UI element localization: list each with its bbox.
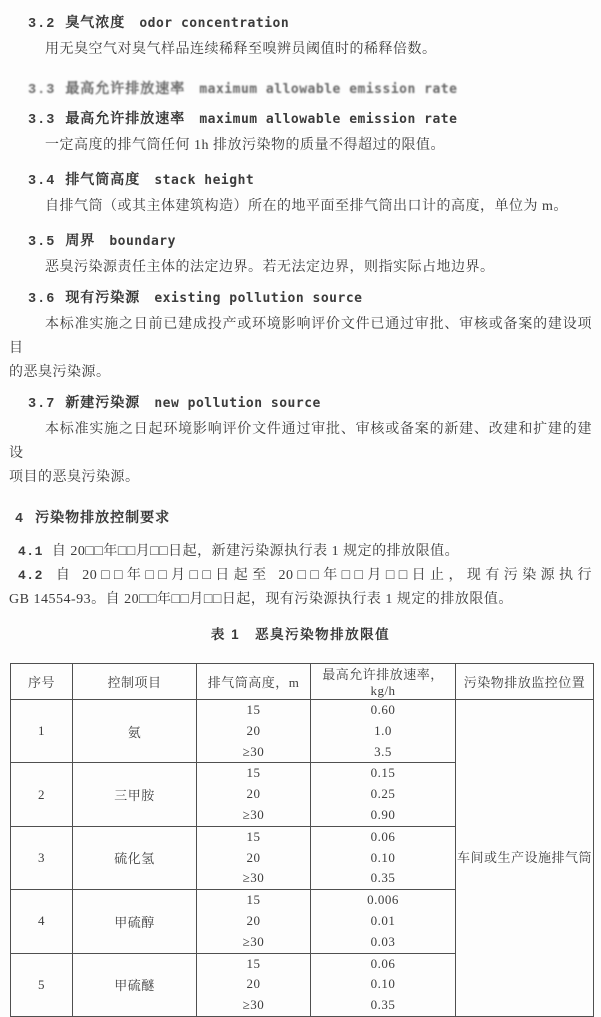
table-row-ammonia xyxy=(11,700,594,763)
height-values: 15 20 ≥30 xyxy=(197,763,311,826)
section-title-en: stack height xyxy=(154,173,255,188)
section-title-zh: 最高允许排放速率 xyxy=(65,80,186,96)
clause-number: 4.1 xyxy=(18,544,43,559)
monitor-location-cell: 车间或生产设施排气筒 xyxy=(456,700,594,1017)
paragraph-line: 自排气筒（或其主体建筑构造）所在的地平面至排气筒出口计的高度，单位为 m。 xyxy=(45,199,568,214)
emission-limits-table xyxy=(10,663,594,1017)
section-3-4 xyxy=(9,170,592,219)
header-stack-height: 排气筒高度，m xyxy=(197,664,311,700)
paragraph-line: 用无臭空气对臭气样品连续稀释至嗅辨员阈值时的稀释倍数。 xyxy=(45,42,437,57)
rate-values: 0.006 0.01 0.03 xyxy=(311,890,456,953)
header-item: 控制项目 xyxy=(73,664,197,700)
section-3-7 xyxy=(9,393,592,490)
section-title-en: new pollution source xyxy=(154,396,321,411)
serial-cell: 3 xyxy=(11,826,73,889)
paragraph-line: 本标准实施之日起环境影响评价文件通过审批、审核或备案的新建、改建和扩建的建设 xyxy=(9,422,592,461)
section-number: 3.3 xyxy=(28,113,56,128)
clause-text: 自 20□□年□□月□□日起，新建污染源执行表 1 规定的排放限值。 xyxy=(51,544,460,559)
section-number: 3.7 xyxy=(28,397,56,412)
clause-4-2 xyxy=(18,564,592,588)
paragraph-line: 一定高度的排气筒任何 1h 排放污染物的质量不得超过的限值。 xyxy=(45,138,445,153)
section-3-3 xyxy=(9,109,592,158)
section-heading xyxy=(28,288,592,306)
paragraph-line: 的恶臭污染源。 xyxy=(9,365,111,380)
rate-values: 0.06 0.10 0.35 xyxy=(311,953,456,1016)
section-3-3-ghost xyxy=(9,79,592,97)
clause-text: 自 20□□年□□月□□日起至 20□□年□□月□□日止，现有污染源执行 xyxy=(51,568,592,583)
section-title-zh: 周界 xyxy=(65,232,96,248)
serial-cell: 5 xyxy=(11,953,73,1016)
section-title-en: maximum allowable emission rate xyxy=(199,112,458,127)
item-cell: 硫化氢 xyxy=(73,826,197,889)
serial-cell: 1 xyxy=(11,700,73,763)
section-title-zh: 新建污染源 xyxy=(65,394,141,410)
chapter-4-heading xyxy=(15,508,592,526)
clause-number: 4.2 xyxy=(18,568,43,583)
paragraph-line: 恶臭污染源责任主体的法定边界。若无法定边界，则指实际占地边界。 xyxy=(45,260,495,275)
rate-values: 0.60 1.0 3.5 xyxy=(311,700,456,763)
section-title-en: odor concentration xyxy=(139,16,290,31)
item-cell: 氨 xyxy=(73,700,197,763)
chapter-4-clauses xyxy=(9,540,592,612)
section-title-en: existing pollution source xyxy=(154,291,363,306)
section-title-zh: 臭气浓度 xyxy=(65,14,126,30)
item-cell: 三甲胺 xyxy=(73,763,197,826)
section-number: 3.3 xyxy=(28,83,56,98)
height-values: 15 20 ≥30 xyxy=(197,890,311,953)
table-title: 表 1 恶臭污染物排放限值 xyxy=(210,627,391,642)
section-3-5 xyxy=(9,231,592,280)
section-title-zh: 最高允许排放速率 xyxy=(65,110,186,126)
section-title-zh: 现有污染源 xyxy=(65,289,141,305)
section-number: 3.6 xyxy=(28,292,56,307)
item-cell: 甲硫醇 xyxy=(73,890,197,953)
section-heading xyxy=(28,231,592,249)
chapter-title: 污染物排放控制要求 xyxy=(35,509,171,525)
height-values: 15 20 ≥30 xyxy=(197,700,311,763)
header-monitor-location: 污染物排放监控位置 xyxy=(456,664,594,700)
header-max-rate: 最高允许排放速率，kg/h xyxy=(311,664,456,700)
section-number: 3.2 xyxy=(28,17,56,32)
section-heading xyxy=(28,109,592,127)
serial-cell: 4 xyxy=(11,890,73,953)
clause-4-2-continuation: GB 14554-93。自 20□□年□□月□□日起，现有污染源执行表 1 规定的排放限值。 xyxy=(9,592,513,607)
rate-values: 0.15 0.25 0.90 xyxy=(311,763,456,826)
height-values: 15 20 ≥30 xyxy=(197,826,311,889)
section-heading xyxy=(28,170,592,188)
height-values: 15 20 ≥30 xyxy=(197,953,311,1016)
section-title-en: maximum allowable emission rate xyxy=(199,82,458,97)
section-title-en: boundary xyxy=(109,234,176,249)
paragraph-line: 本标准实施之日前已建成投产或环境影响评价文件已通过审批、审核或备案的建设项目 xyxy=(9,317,592,356)
item-cell: 甲硫醚 xyxy=(73,953,197,1016)
section-title-zh: 排气筒高度 xyxy=(65,171,141,187)
section-3-6 xyxy=(9,288,592,385)
serial-cell: 2 xyxy=(11,763,73,826)
chapter-number: 4 xyxy=(15,512,24,527)
section-3-2 xyxy=(9,13,592,62)
table-header-row xyxy=(11,664,594,700)
header-serial: 序号 xyxy=(11,664,73,700)
rate-values: 0.06 0.10 0.35 xyxy=(311,826,456,889)
clause-4-1 xyxy=(18,540,592,564)
section-number: 3.4 xyxy=(28,174,56,189)
section-heading xyxy=(28,393,592,411)
section-number: 3.5 xyxy=(28,235,56,250)
section-heading-ghost xyxy=(28,79,592,97)
paragraph-line: 项目的恶臭污染源。 xyxy=(9,470,140,485)
section-heading xyxy=(28,13,592,31)
